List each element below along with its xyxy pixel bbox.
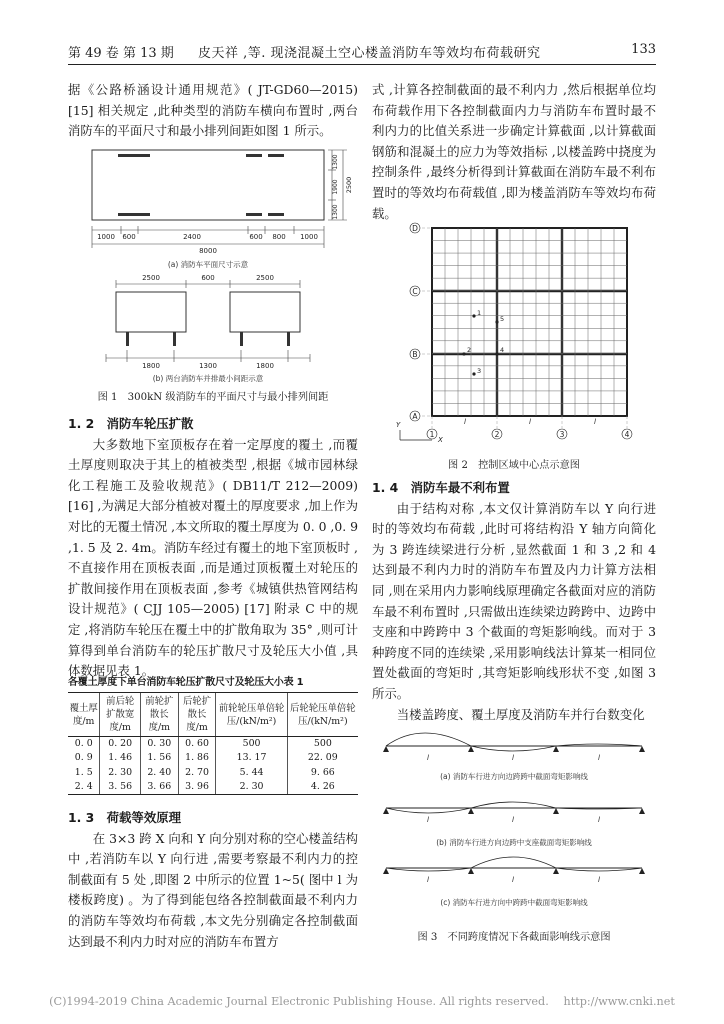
running-title: 皮天祥 ,等. 现浇混凝土空心楼盖消防车等效均布荷载研究	[198, 46, 541, 61]
table-cell: 1. 46	[100, 751, 140, 765]
table-cell: 2. 40	[140, 766, 178, 780]
subcaption-b: (b) 消防车行进方向边跨中支座截面弯矩影响线	[436, 838, 592, 847]
right-column	[372, 80, 656, 224]
axis-label-d: D	[412, 224, 418, 233]
table-cell: 3. 56	[100, 780, 140, 795]
dim-side-1900: 1900	[332, 179, 339, 195]
section-1-4-heading: 1. 4 消防车最不利布置	[372, 480, 510, 495]
span-label: l	[464, 418, 466, 426]
span-label: l	[512, 816, 514, 824]
truck-front-right	[230, 292, 300, 332]
dim-600-left: 600	[122, 233, 136, 241]
table-row	[68, 766, 358, 780]
subcaption-a: (a) 消防车平面尺寸示意	[167, 260, 249, 269]
table-header-row	[68, 693, 358, 737]
control-points-plan	[392, 216, 642, 442]
span-label: l	[427, 876, 429, 884]
table-cell: 2. 30	[216, 780, 287, 795]
table-cell: 0. 0	[74, 738, 93, 749]
table-cell: 500	[216, 737, 287, 752]
rib-grid	[432, 228, 627, 416]
span-label: l	[427, 816, 429, 824]
dim-800: 800	[272, 233, 286, 241]
table-1	[68, 673, 358, 795]
point-label-4: 4	[500, 346, 505, 354]
table-header: 前轮扩散长度/m	[140, 693, 178, 737]
span-label: l	[598, 754, 600, 762]
table-cell: 3. 66	[140, 780, 178, 795]
point-label-2: 2	[467, 346, 472, 354]
axis-label-c: C	[412, 287, 418, 296]
truck-outline	[92, 150, 324, 220]
header-rule	[68, 64, 656, 65]
figure-1-caption: 图 1 300kN 级消防车的平面尺寸与最小排列间距	[97, 392, 329, 403]
dim-1000-left: 1000	[97, 233, 115, 241]
figure-1	[68, 140, 358, 402]
table-cell: 3. 96	[178, 780, 216, 795]
span-label: l	[529, 418, 531, 426]
running-header	[68, 42, 656, 62]
axis-y-label: Y	[396, 421, 401, 429]
table-cell: 9. 66	[287, 766, 358, 780]
span-label: l	[427, 754, 429, 762]
table-row	[68, 737, 358, 752]
next-paragraph: 当楼盖跨度、覆土厚度及消防车并行台数变化	[396, 706, 645, 722]
table-cell: 2. 30	[100, 766, 140, 780]
axis-label-2: 2	[494, 430, 500, 439]
table-1-grid	[68, 692, 358, 795]
section-1-2-paragraph: 大多数地下室顶板存在着一定厚度的覆土 ,而覆土厚度则取决于其上的植被类型 ,根据《城市园林绿化工程施工及验收规范》( DB11/T 212—2009) [16] ,为满足大部分植被对覆土的厚度要求 ,加上作为对比的无覆土情况 ,本文所取的覆土厚度为 0. 0 ,0. 9 ,1. 5 及 2. 4m。消防车经过有覆土的地下室顶板时 ,不直接作用在顶板表面 ,而是通过顶板覆土对轮压的扩散间接作用在顶板表面 ,参考《城镇供热管网结构设计规范》( CJJ 105—2005) [17] 附录 C 中的规定 ,将消防车轮压在覆土中的扩散角取为 35° ,则可计算得到单台消防车的轮压扩散尺寸及轮压大小值 ,具体数据见表 1。	[68, 436, 359, 679]
axis-label-1: 1	[429, 430, 435, 439]
copyright-footer: (C)1994-2019 China Academic Journal Electronic Publishing House. All rights reserved. http://www.cnki.net	[49, 995, 675, 1008]
dim-8000: 8000	[199, 247, 217, 255]
axis-label-a: A	[412, 412, 418, 421]
section-1-3-heading: 1. 3 荷载等效原理	[68, 810, 181, 825]
figure-3	[372, 722, 656, 922]
table-cell: 2. 70	[178, 766, 216, 780]
span-label: l	[512, 754, 514, 762]
table-cell: 1. 56	[140, 751, 178, 765]
point-label-3: 3	[477, 367, 482, 375]
point-label-1: 1	[477, 309, 482, 317]
intro-paragraph: 据《公路桥涵设计通用规范》( JT-GD60—2015) [15] 相关规定 ,此种类型的消防车横向布置时 ,两台消防车的平面尺寸和最小排列间距如图 1 所示。	[68, 82, 358, 139]
span-label: l	[598, 876, 600, 884]
dim-b-1800-left: 1800	[142, 362, 160, 370]
table-cell: 0. 9	[74, 752, 93, 764]
dim-side-2500: 2500	[345, 176, 353, 194]
dim-1000-right: 1000	[300, 233, 318, 241]
subcaption-a: (a) 消防车行进方向边跨跨中截面弯矩影响线	[440, 772, 588, 781]
figure-2-caption: 图 2 控制区域中心点示意图	[448, 460, 580, 471]
dim-side-1300-top: 1300	[332, 154, 339, 170]
table-cell: 4. 26	[287, 780, 358, 795]
influence-line-c	[383, 857, 645, 907]
influence-line-b	[383, 802, 645, 847]
influence-line-diagram	[372, 722, 656, 922]
table-cell: 0. 30	[140, 737, 178, 752]
wheel-posts	[126, 332, 290, 346]
axis-x-label: X	[438, 436, 443, 442]
figure-2	[392, 216, 642, 442]
page-number: 133	[631, 42, 656, 57]
table-cell: 1. 5	[74, 766, 93, 778]
span-label: l	[512, 876, 514, 884]
influence-line-a	[383, 733, 645, 781]
table-cell: 5. 44	[216, 766, 287, 780]
point-label-5: 5	[500, 315, 505, 323]
axis-label-4: 4	[624, 430, 630, 439]
dim-b-2500-left: 2500	[142, 274, 160, 282]
table-header: 覆土厚度/m	[68, 693, 100, 737]
table-header: 后轮轮压单倍轮压/(kN/m²)	[287, 693, 358, 737]
figure-3-caption: 图 3 不同跨度情况下各截面影响线示意图	[417, 932, 611, 943]
table-1-caption: 各覆土厚度下单台消防车轮压扩散尺寸及轮压大小表 1	[68, 677, 304, 688]
table-header: 前后轮扩散宽度/m	[100, 693, 140, 737]
continued-paragraph: 式 ,计算各控制截面的最不利内力 ,然后根据单位均布荷载作用下各控制截面内力与消防车布置时最不利内力的比值关系进一步确定计算截面 ,以计算截面钢筋和混凝土的应力为等效指标 ,以楼盖跨中挠度为控制条件 ,最终分析得到计算截面在消防车最不利布置时的等效均布荷载值 ,即为楼盖消防车等效均布荷载。	[372, 82, 656, 221]
section-1-3-paragraph: 在 3×3 跨 X 向和 Y 向分别对称的空心楼盖结构中 ,若消防车以 Y 向行进 ,需要考察最不利内力的控制截面有 5 处 ,即图 2 中所示的位置 1~5( 图中 l 为楼板跨度) 。为了得到能包络各控制截面最不利内力的消防车等效均布荷载 ,本文先分别确定各控制截面达到最不利内力时对应的消防车布置方	[68, 830, 358, 949]
dimension-labels	[97, 154, 353, 255]
table-header: 前轮轮压单倍轮压/(kN/m²)	[216, 693, 287, 737]
table-header: 后轮扩散长度/m	[178, 693, 216, 737]
table-cell: 1. 86	[178, 751, 216, 765]
fire-truck-layout-diagram	[68, 140, 358, 402]
table-cell: 0. 20	[100, 737, 140, 752]
left-column	[68, 80, 358, 142]
dim-b-1800-right: 1800	[256, 362, 274, 370]
span-label: l	[594, 418, 596, 426]
axis-label-3: 3	[559, 430, 565, 439]
truck-front-left	[116, 292, 186, 332]
axis-label-b: B	[412, 350, 418, 359]
section-1-2-heading: 1. 2 消防车轮压扩散	[68, 416, 194, 431]
journal-volume: 第 49 卷 第 13 期	[68, 46, 174, 61]
dim-side-1300-bottom: 1300	[332, 204, 339, 220]
dim-b-1300: 1300	[199, 362, 217, 370]
table-row	[68, 780, 358, 795]
wheel-marks	[118, 154, 284, 216]
table-cell: 0. 60	[178, 737, 216, 752]
table-cell: 2. 4	[68, 780, 100, 795]
span-label: l	[598, 816, 600, 824]
table-cell: 500	[287, 737, 358, 752]
subcaption-c: (c) 消防车行进方向中跨跨中截面弯矩影响线	[440, 898, 588, 907]
table-cell: 22. 09	[287, 751, 358, 765]
slab-boundary	[432, 228, 627, 416]
section-1-4-paragraph: 由于结构对称 ,本文仅计算消防车以 Y 向行进时的等效均布荷载 ,此时可将结构沿 Y 轴方向简化为 3 跨连续梁进行分析 ,显然截面 1 和 3 ,2 和 4 达到最不利内力时的消防车布置及内力计算方法相同 ,则在采用内力影响线原理确定各截面对应的消防车最不利布置时 ,只需做出连续梁边跨跨中、边跨中支座和中跨跨中 3 个截面的弯矩影响线。而对于 3 种跨度不同的连续梁 ,采用影响线法计算某一相同位置处截面的弯矩时 ,其弯矩影响线形状不变 ,如图 3 所示。	[372, 500, 656, 701]
dim-2400: 2400	[183, 233, 201, 241]
dim-b-2500-right: 2500	[256, 274, 274, 282]
subcaption-b: (b) 两台消防车并排最小间距示意	[152, 374, 264, 383]
table-cell: 13. 17	[216, 751, 287, 765]
table-row	[68, 751, 358, 765]
dim-b-600: 600	[201, 274, 215, 282]
dim-600-right: 600	[249, 233, 263, 241]
